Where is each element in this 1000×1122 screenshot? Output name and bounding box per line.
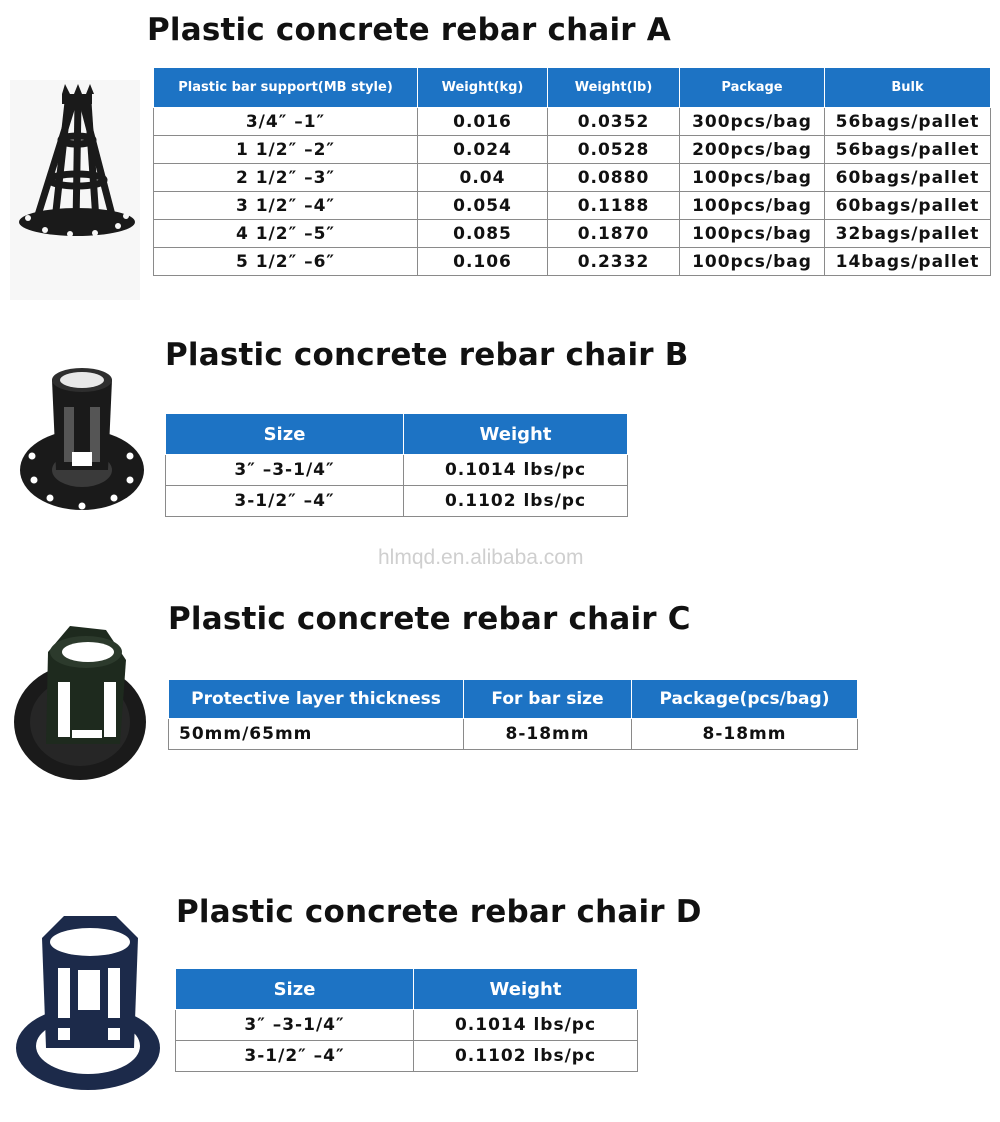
table-row: [154, 108, 991, 136]
size-cell: 3 1/2″ –4″: [154, 192, 418, 220]
size-cell: 4 1/2″ –5″: [154, 220, 418, 248]
column-header: Package(pcs/bag): [632, 680, 858, 719]
column-header: Weight(kg): [418, 68, 548, 108]
weight-cell: 0.1102 lbs/pc: [404, 486, 628, 517]
package-cell: 8-18mm: [632, 719, 858, 750]
weight-kg-cell: 0.024: [418, 136, 548, 164]
package-cell: 300pcs/bag: [680, 108, 825, 136]
size-cell: 1 1/2″ –2″: [154, 136, 418, 164]
table-header-row: [166, 414, 628, 455]
weight-lb-cell: 0.2332: [548, 248, 680, 276]
table-header-row: [154, 68, 991, 108]
weight-kg-cell: 0.085: [418, 220, 548, 248]
size-cell: 3/4″ –1″: [154, 108, 418, 136]
table-row: [166, 486, 628, 517]
column-header: Size: [166, 414, 404, 455]
column-header: Package: [680, 68, 825, 108]
size-cell: 5 1/2″ –6″: [154, 248, 418, 276]
package-cell: 100pcs/bag: [680, 164, 825, 192]
weight-kg-cell: 0.04: [418, 164, 548, 192]
rebar-chair-d-table: [175, 968, 638, 1072]
table-row: [154, 220, 991, 248]
weight-kg-cell: 0.054: [418, 192, 548, 220]
package-cell: 200pcs/bag: [680, 136, 825, 164]
rebar-chair-a-table: [153, 67, 991, 276]
package-cell: 100pcs/bag: [680, 248, 825, 276]
column-header: Size: [176, 969, 414, 1010]
table-row: [154, 248, 991, 276]
column-header: Protective layer thickness: [169, 680, 464, 719]
weight-cell: 0.1014 lbs/pc: [404, 455, 628, 486]
size-cell: 3″ –3-1/4″: [166, 455, 404, 486]
bulk-cell: 56bags/pallet: [825, 136, 991, 164]
package-cell: 100pcs/bag: [680, 192, 825, 220]
column-header: Bulk: [825, 68, 991, 108]
package-cell: 100pcs/bag: [680, 220, 825, 248]
table-row: [169, 719, 858, 750]
table-row: [166, 455, 628, 486]
bulk-cell: 56bags/pallet: [825, 108, 991, 136]
table-row: [154, 192, 991, 220]
table-row: [154, 164, 991, 192]
table-row: [154, 136, 991, 164]
size-cell: 3-1/2″ –4″: [166, 486, 404, 517]
weight-kg-cell: 0.106: [418, 248, 548, 276]
column-header: Weight: [414, 969, 638, 1010]
rebar-chair-c-image: [8, 612, 158, 787]
weight-lb-cell: 0.1188: [548, 192, 680, 220]
rebar-chair-b-table: [165, 413, 628, 517]
table-header-row: [176, 969, 638, 1010]
weight-lb-cell: 0.0880: [548, 164, 680, 192]
table-row: [176, 1041, 638, 1072]
rebar-chair-c-table: [168, 679, 858, 750]
weight-lb-cell: 0.1870: [548, 220, 680, 248]
thickness-cell: 50mm/65mm: [169, 719, 464, 750]
weight-cell: 0.1014 lbs/pc: [414, 1010, 638, 1041]
bulk-cell: 60bags/pallet: [825, 192, 991, 220]
bulk-cell: 60bags/pallet: [825, 164, 991, 192]
section-c-title: Plastic concrete rebar chair C: [168, 601, 691, 637]
column-header: Weight: [404, 414, 628, 455]
weight-lb-cell: 0.0352: [548, 108, 680, 136]
watermark: hlmqd.en.alibaba.com: [378, 546, 584, 569]
rebar-chair-a-image: [10, 80, 140, 300]
column-header: For bar size: [464, 680, 632, 719]
size-cell: 3-1/2″ –4″: [176, 1041, 414, 1072]
section-a-title: Plastic concrete rebar chair A: [147, 12, 671, 48]
weight-cell: 0.1102 lbs/pc: [414, 1041, 638, 1072]
size-cell: 2 1/2″ –3″: [154, 164, 418, 192]
column-header: Weight(lb): [548, 68, 680, 108]
table-row: [176, 1010, 638, 1041]
bar-size-cell: 8-18mm: [464, 719, 632, 750]
weight-kg-cell: 0.016: [418, 108, 548, 136]
section-b-title: Plastic concrete rebar chair B: [165, 337, 689, 373]
weight-lb-cell: 0.0528: [548, 136, 680, 164]
size-cell: 3″ –3-1/4″: [176, 1010, 414, 1041]
table-header-row: [169, 680, 858, 719]
rebar-chair-d-image: [8, 908, 168, 1093]
bulk-cell: 14bags/pallet: [825, 248, 991, 276]
bulk-cell: 32bags/pallet: [825, 220, 991, 248]
column-header: Plastic bar support(MB style): [154, 68, 418, 108]
rebar-chair-b-image: [12, 352, 152, 522]
section-d-title: Plastic concrete rebar chair D: [176, 894, 702, 930]
